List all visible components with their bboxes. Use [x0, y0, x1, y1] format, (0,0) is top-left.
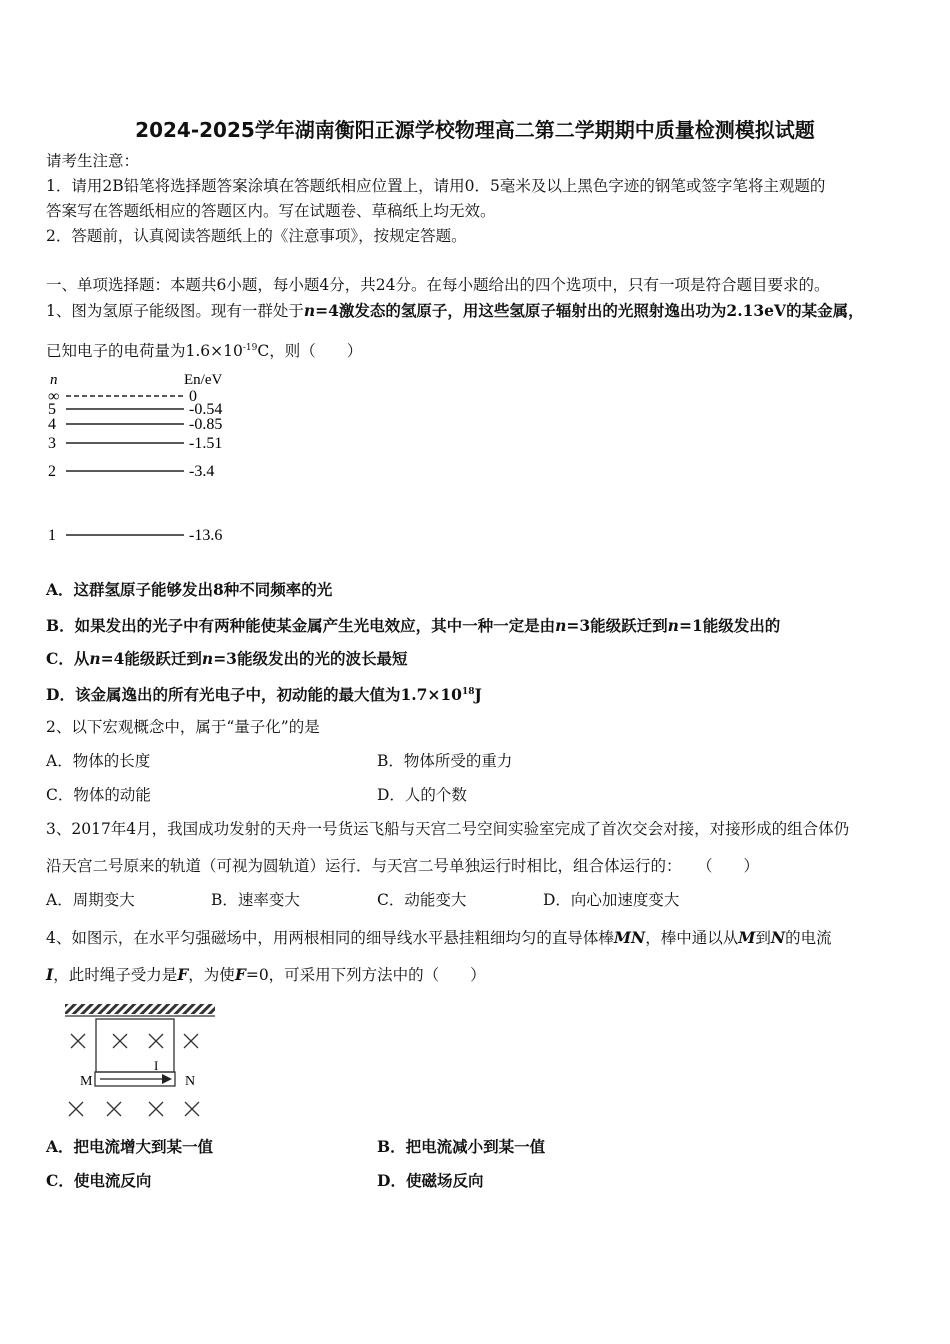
q2-option-b: B．物体所受的重力: [377, 752, 513, 770]
q4-stem: 4、如图示，在水平匀强磁场中，用两根相同的细导线水平悬挂粗细均匀的直导体棒MN，棒中通以从M到N的电流: [46, 928, 832, 947]
x-mark-icon: [113, 1034, 127, 1048]
q4-option-c: C．使电流反向: [46, 1171, 152, 1190]
label-m: M: [80, 1074, 93, 1089]
page-title: 2024-2025学年湖南衡阳正源学校物理高二第二学期期中质量检测模拟试题: [135, 118, 815, 142]
q4-stem-cont: I，此时绳子受力是F，为使F=0，可采用下列方法中的（ ）: [46, 965, 486, 984]
x-mark-icon: [149, 1034, 163, 1048]
x-mark-icon: [149, 1102, 163, 1116]
level-energy-label: -0.54: [189, 401, 223, 418]
suspension-wires: [96, 1019, 174, 1072]
level-energy-label: 0: [189, 388, 197, 405]
q1-option-b: B．如果发出的光子中有两种能使某金属产生光电效应，其中一种一定是由n=3能级跃迁到n=1能级发出的: [46, 616, 781, 635]
q2-option-a: A．物体的长度: [46, 752, 151, 770]
level-energy-label: -1.51: [189, 435, 223, 452]
notice-item-2: 2．答题前，认真阅读答题纸上的《注意事项》，按规定答题。: [46, 227, 467, 245]
q1-option-c: C．从n=4能级跃迁到n=3能级发出的光的波长最短: [46, 649, 408, 668]
q2-option-d: D．人的个数: [377, 786, 467, 804]
x-mark-icon: [185, 1102, 199, 1116]
level-n-label: 5: [48, 401, 56, 418]
q3-stem-cont: 沿天宫二号原来的轨道（可视为圆轨道）运行．与天宫二号单独运行时相比，组合体运行的： （ ）: [46, 857, 760, 875]
q2-option-c: C．物体的动能: [46, 786, 151, 804]
q3-stem: 3、2017年4月，我国成功发射的天舟一号货运飞船与天宫二号空间实验室完成了首次交会对接，对接形成的组合体仍: [46, 820, 850, 838]
q1-option-a: A．这群氢原子能够发出8种不同频率的光: [46, 580, 333, 599]
q1-stem-cont: 已知电子的电荷量为$1.6\times 10^{-19}C$，则（ ）: [46, 342, 363, 361]
energy-axis-label: En/eV: [184, 372, 223, 388]
x-mark-icon: [71, 1034, 85, 1048]
section-heading: 一、单项选择题：本题共6小题，每小题4分，共24分。在每小题给出的四个选项中，只有一项是符合题目要求的。: [46, 276, 830, 294]
level-n-label: ∞: [48, 388, 60, 405]
level-energy-label: -0.85: [189, 416, 223, 433]
notice-item-1: 1．请用2B铅笔将选择题答案涂填在答题纸相应位置上，请用0．5毫米及以上黑色字迹的钢笔或签字笔将主观题的: [46, 177, 826, 195]
q3-option-c: C．动能变大: [377, 891, 467, 909]
level-n-label: 1: [48, 527, 56, 544]
notice-heading: 请考生注意：: [46, 152, 140, 170]
q3-option-b: B．速率变大: [211, 891, 300, 909]
q4-option-b: B．把电流减小到某一值: [377, 1137, 546, 1156]
x-mark-icon: [107, 1102, 121, 1116]
q4-option-a: A．把电流增大到某一值: [46, 1137, 214, 1156]
energy-level-diagram: [44, 370, 244, 550]
level-energy-label: -3.4: [189, 463, 215, 480]
label-n: N: [185, 1074, 196, 1089]
level-n-label: 3: [48, 435, 56, 452]
q2-stem: 2、以下宏观概念中，属于“量子化”的是: [46, 718, 320, 736]
q1-option-d: D．该金属逸出的所有光电子中，初动能的最大值为$1.7\times 10^{18}J$: [46, 685, 482, 705]
level-energy-label: -13.6: [189, 527, 223, 544]
q3-option-d: D．向心加速度变大: [543, 891, 680, 909]
x-mark-icon: [184, 1034, 198, 1048]
x-mark-icon: [69, 1102, 83, 1116]
level-n-label: 2: [48, 463, 56, 480]
ceiling: [65, 1004, 215, 1014]
notice-item-1-cont: 答案写在答题纸相应的答题区内。写在试题卷、草稿纸上均无效。: [46, 202, 496, 220]
q1-stem: 1、图为氢原子能级图。现有一群处于n=4激发态的氢原子，用这些氢原子辐射出的光照射逸出功为2.13eV的某金属，: [46, 301, 864, 320]
label-i: I: [154, 1058, 159, 1073]
magnetic-field-diagram: [60, 1000, 230, 1125]
q4-option-d: D．使磁场反向: [377, 1171, 484, 1190]
n-axis-label: n: [50, 372, 58, 388]
q3-option-a: A．周期变大: [46, 891, 135, 909]
level-n-label: 4: [48, 416, 56, 433]
